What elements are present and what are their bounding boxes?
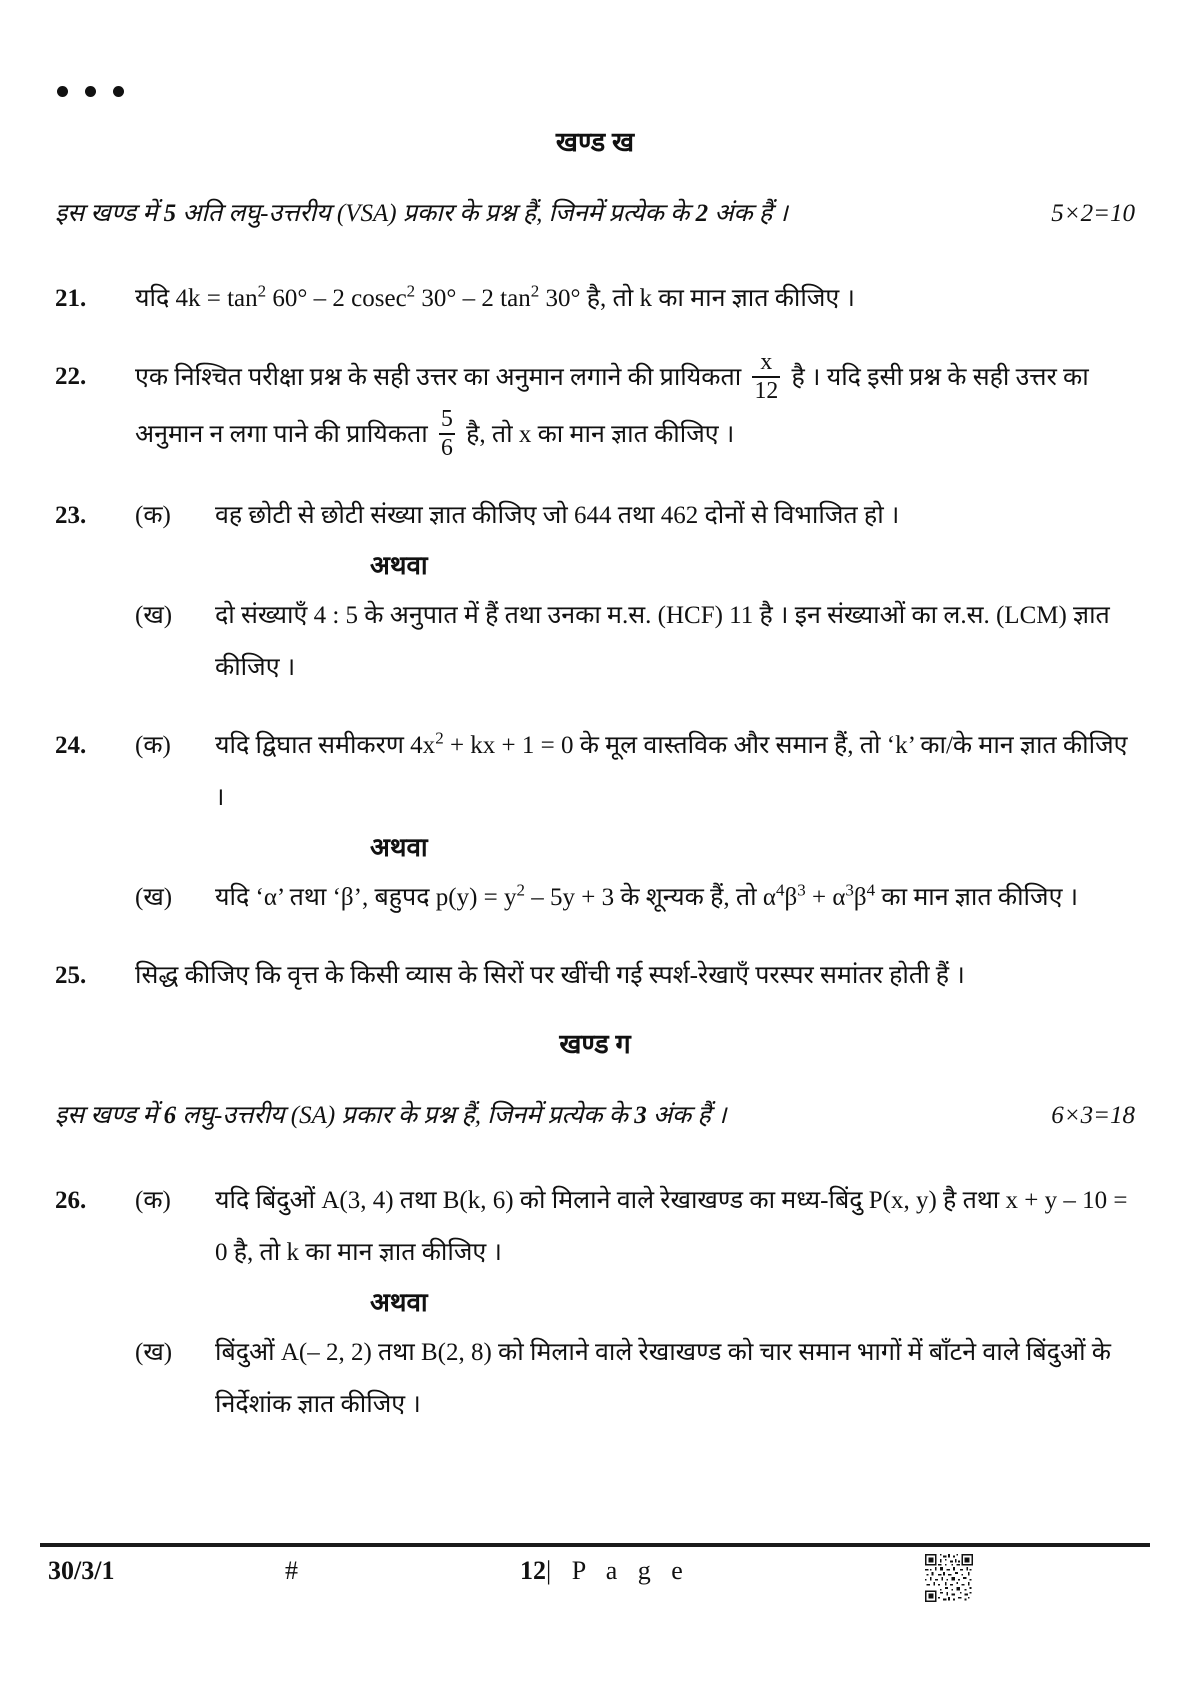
fraction-numerator: 5 (440, 405, 453, 432)
or-separator-row (55, 828, 1135, 864)
part-label: (क) (135, 502, 171, 530)
question-text: यदि $4k = \tan^2 60^\circ - 2$ cosec$^2$ 30° – 2 $\tan^2 30^\circ$ है, तो k का मान ज्ञात कीजिए । (135, 281, 855, 312)
question-number: 22. (55, 363, 87, 390)
dot-icon (113, 86, 124, 97)
part-label: (क) (135, 732, 171, 760)
question (55, 273, 1135, 325)
section-instruction-row (55, 195, 1135, 229)
paper-code: 30/3/1 (48, 1556, 115, 1585)
or-separator: अथवा (370, 833, 428, 863)
question-number: 21. (55, 285, 87, 312)
hash-mark: # (285, 1556, 298, 1585)
page-number: 12 (520, 1556, 546, 1585)
question-part (55, 351, 1135, 464)
question-part (55, 1175, 1135, 1279)
section-instruction: इस खण्ड में 5 अति लघु-उत्तरीय (VSA) प्रकार के प्रश्न हैं, जिनमें प्रत्येक के 2 अंक हैं । (55, 200, 788, 227)
marks-value: 5×2=10 (1051, 200, 1135, 227)
fraction-denominator: 6 (440, 434, 453, 461)
corner-dots-icon (55, 86, 1135, 100)
question-text: दो संख्याएँ 4 : 5 के अनुपात में हैं तथा उनका म.स. (HCF) 11 है । इन संख्याओं का ल.स. (LCM) ज्ञात कीजिए । (215, 602, 1110, 682)
question-text: एक निश्चित परीक्षा प्रश्न के सही उत्तर का अनुमान लगाने की प्रायिकता $\frac{x}{12}$ है । यदि इसी प्रश्न के सही उत्तर का अनुमान न लगा पाने की प्रायिकता $\frac{5}{6}$ है, तो x का मान ज्ञात कीजिए । (135, 349, 1089, 461)
part-label: (ख) (135, 1339, 173, 1367)
superscript: 2 (257, 281, 267, 301)
qr-code-icon (925, 1554, 973, 1602)
part-label: (ख) (135, 884, 173, 912)
question-part (55, 273, 1135, 325)
question-part (55, 590, 1135, 694)
part-label: (ख) (135, 602, 173, 630)
fraction (439, 406, 455, 463)
question (55, 351, 1135, 464)
fraction (752, 349, 780, 406)
or-separator: अथवा (370, 551, 428, 581)
question-text: बिंदुओं A(– 2, 2) तथा B(2, 8) को मिलाने वाले रेखाखण्ड को चार समान भागों में बाँटने वाले बिंदुओं के निर्देशांक ज्ञात कीजिए । (215, 1339, 1111, 1419)
question-text: सिद्ध कीजिए कि वृत्त के किसी व्यास के सिरों पर खींची गई स्पर्श-रेखाएँ परस्पर समांतर होती हैं । (135, 962, 965, 990)
dot-icon (57, 86, 68, 97)
sections-container (55, 122, 1135, 1431)
question-part (55, 950, 1135, 1002)
question-text: यदि बिंदुओं A(3, 4) तथा B(k, 6) को मिलाने वाले रेखाखण्ड का मध्य-बिंदु P(x, y) है तथा x + y – 10 = 0 है, तो k का मान ज्ञात कीजिए । (215, 1187, 1128, 1267)
bold-text: 3 (634, 1102, 647, 1130)
bold-text: 6 (163, 1102, 177, 1130)
dot-icon (85, 86, 96, 97)
bold-text: 2 (695, 200, 709, 227)
question-part (55, 720, 1135, 824)
bold-text: 5 (163, 200, 177, 227)
or-separator-row (55, 1283, 1135, 1319)
footer-divider (40, 1543, 1150, 1547)
question-text: यदि ‘α’ तथा ‘β’, बहुपद $p(y) = y^2 - 5y + 3$ के शून्यक हैं, तो $\alpha^4\beta^3 + \alpha^3\beta^4$ का मान ज्ञात कीजिए । (215, 880, 1079, 912)
superscript: 2 (516, 880, 525, 900)
question (55, 950, 1135, 1002)
question-part (55, 490, 1135, 542)
superscript: 2 (530, 281, 540, 301)
section-instruction: इस खण्ड में 6 लघु-उत्तरीय (SA) प्रकार के प्रश्न हैं, जिनमें प्रत्येक के 3 अंक हैं । (55, 1102, 727, 1130)
question (55, 1175, 1135, 1431)
or-separator-row (55, 546, 1135, 582)
page-footer (0, 1556, 1190, 1616)
fraction-numerator: x (760, 349, 773, 375)
question-text: यदि द्विघात समीकरण $4x^2$ + kx + 1 = 0 के मूल वास्तविक और समान हैं, तो ‘k’ का/के मान ज्ञात कीजिए । (215, 728, 1128, 812)
fraction-denominator: 12 (754, 378, 779, 405)
page-word: | P a g e (546, 1556, 690, 1585)
question-part (55, 872, 1135, 924)
question-number: 23. (55, 502, 87, 530)
question (55, 490, 1135, 694)
section-instruction-row (55, 1097, 1135, 1131)
section-title: खण्ड ग (559, 1029, 631, 1060)
superscript: 2 (406, 281, 416, 301)
superscript: 4 (866, 880, 876, 900)
question-number: 25. (55, 962, 87, 990)
question-number: 24. (55, 732, 87, 760)
or-separator: अथवा (370, 1288, 428, 1318)
question (55, 720, 1135, 924)
question-part (55, 1327, 1135, 1431)
question-text: वह छोटी से छोटी संख्या ज्ञात कीजिए जो 644 तथा 462 दोनों से विभाजित हो । (215, 502, 900, 530)
superscript: 4 (775, 880, 785, 900)
page-content (0, 86, 1190, 1431)
superscript: 3 (797, 880, 806, 900)
question-number: 26. (55, 1187, 87, 1215)
page-indicator (520, 1556, 690, 1586)
superscript: 3 (845, 880, 854, 900)
marks-value: 6×3=18 (1051, 1102, 1135, 1130)
part-label: (क) (135, 1187, 171, 1215)
section-title: खण्ड ख (555, 127, 635, 157)
superscript: 2 (435, 728, 444, 748)
